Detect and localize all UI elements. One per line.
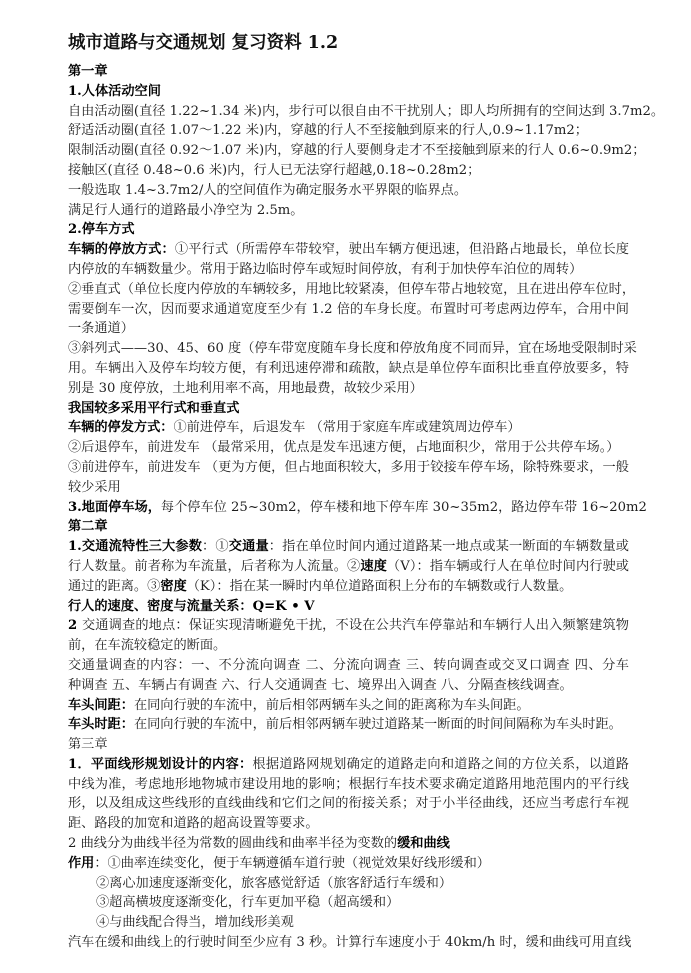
text-line	[68, 399, 629, 419]
text: 限制活动圈(直径 0.92～1.07 米)内，穿越的行人要侧身走才不至接触到原来的行人 0.6~0.9m2；	[68, 143, 646, 159]
text-line	[68, 794, 629, 814]
bold-text: 车辆的停发方式：	[68, 420, 174, 436]
text-line	[68, 379, 629, 399]
text: ①前进停车，后退发车 （常用于家庭车库或建筑周边停车）	[173, 420, 521, 436]
text-line	[68, 121, 629, 141]
bold-text: 2.停车方式	[68, 222, 135, 238]
text: （K）：指在某一瞬时内单位道路面积上分布的车辆数或行人数量。	[186, 578, 573, 594]
text: 较少采用	[68, 479, 121, 495]
text: 通过的距离。③	[68, 578, 161, 594]
text: 用。车辆出入及停车均较方便，有利迅速停滞和疏散，缺点是单位停车面积比垂直停放要多，特	[68, 360, 629, 376]
text: 种调查 五、车辆占有调查 六、行人交通调查 七、境界出入调查 八、分隔查核线调查。	[68, 677, 573, 693]
text-line	[68, 201, 629, 221]
text-line	[68, 636, 629, 656]
bold-text: 车头时距：	[68, 717, 134, 733]
document-body	[68, 62, 665, 953]
text-line	[68, 814, 629, 834]
text: 汽车在缓和曲线上的行驶时间至少应有 3 秒。计算行车速度小于 40km/h 时，缓和曲线可用直线	[68, 935, 632, 951]
bold-text: 1．平面线形规划设计的内容：	[68, 756, 253, 772]
text: （V）：指车辆或行人在单位时间内行驶或	[386, 558, 629, 574]
text: 内停放的车辆数量少。常用于路边临时停车或短时间停放，有利于加快停车泊位的周转）	[68, 261, 583, 277]
text: 需要倒车一次，因而要求通道宽度至少有 1.2 倍的车身长度。布置时可考虑两边停车，合用中间	[68, 301, 629, 317]
text: 自由活动圈(直径 1.22~1.34 米)内，步行可以很自由不干扰别人；即人均所拥有的空间达到 3.7m2。	[68, 103, 665, 119]
text-line	[68, 418, 629, 438]
text-line	[68, 735, 629, 755]
text: 交通调查的地点：保证实现清晰避免干扰，不设在公共汽车停靠站和车辆行人出入频繁建筑物	[81, 618, 629, 634]
bold-text: 车辆的停放方式：	[68, 242, 175, 258]
text-line	[68, 715, 629, 735]
text: ③斜列式——30、45、60 度（停车带宽度随车身长度和停放角度不同而异，宜在场地受限制时采	[68, 341, 637, 357]
bold-text: 1.交通流特性三大参数	[68, 539, 203, 555]
text-line	[68, 478, 629, 498]
text-line	[68, 319, 629, 339]
bold-text: 交通量	[228, 539, 269, 555]
text: ②垂直式（单位长度内停放的车辆较多，用地比较紧凑，但停车带占地较宽，且在进出停车位时，	[68, 281, 636, 297]
text: 距、路段的加宽和道路的超高设置等要求。	[68, 816, 319, 832]
text-line	[68, 537, 629, 557]
text: ④与曲线配合得当，增加线形美观	[96, 915, 294, 931]
text-line	[68, 438, 629, 458]
text: 交通量调查的内容：一、不分流向调查 二、分流向调查 三、转向调查或交叉口调查 四、分车	[68, 657, 629, 673]
text: 接触区(直径 0.48~0.6 米)内，行人已无法穿行超越,0.18~0.28m2；	[68, 162, 481, 178]
text: 满足行人通行的道路最小净空为 2.5m。	[68, 202, 304, 218]
text-line	[68, 82, 629, 102]
bold-text: 行人的速度、密度与流量关系：Q=K • V	[68, 598, 315, 614]
text: ③前进停车，前进发车 （更为方便，但占地面积较大，多用于铰接车停车场，除特殊要求，一般	[68, 459, 629, 475]
bold-text: 缓和曲线	[397, 836, 450, 852]
text: 一般选取 1.4~3.7m2/人的空间值作为确定服务水平界限的临界点。	[68, 182, 468, 198]
text: 别是 30 度停放，土地利用率不高，用地最费，故较少采用）	[68, 380, 423, 396]
text: ②后退停车，前进发车 （最常采用，优点是发车迅速方便，占地面积少，常用于公共停车场。）	[68, 440, 620, 456]
bold-text: 第一章	[68, 64, 108, 79]
text-line	[68, 161, 629, 181]
text-line	[68, 557, 629, 577]
text-line	[68, 913, 629, 933]
text: 第三章	[68, 737, 108, 753]
bold-text: 2	[68, 618, 82, 634]
text: 中线为准，考虑地形地物城市建设用地的影响；根据行车技术要求确定道路用地范围内的平行线	[68, 776, 629, 792]
text: 每个停车位 25~30m2，停车楼和地下停车库 30~35m2，路边停车带 16~20m2	[160, 499, 647, 515]
text-line	[68, 616, 629, 636]
text-line	[68, 696, 629, 716]
text-line	[68, 656, 629, 676]
text-line	[68, 359, 629, 379]
text-line	[68, 181, 629, 201]
text: 舒适活动圈(直径 1.07～1.22 米)内，穿越的行人不至接触到原来的行人,0.9~1.17m2；	[68, 123, 588, 139]
text: 前，在车流较稳定的断面。	[68, 638, 227, 654]
text-line	[68, 676, 629, 696]
text-line	[68, 893, 629, 913]
text-line	[68, 874, 629, 894]
bold-text: 1.人体活动空间	[68, 83, 161, 99]
text-line	[68, 517, 629, 537]
text: 在同向行驶的车流中，前后相邻两辆车驶过道路某一断面的时间间隔称为车头时距。	[133, 717, 622, 733]
text-line	[68, 300, 629, 320]
text-line	[68, 597, 629, 617]
text: ③超高横坡度逐渐变化，行车更加平稳（超高缓和）	[96, 895, 400, 911]
bold-text: 3.地面停车场，	[68, 499, 161, 515]
document-title: 城市道路与交通规划 复习资料 1.2	[68, 33, 339, 53]
bold-text: 车头间距：	[68, 697, 134, 713]
text-line	[68, 755, 629, 775]
text: 2 曲线分为曲线半径为常数的圆曲线和曲率半径为变数的	[68, 836, 398, 852]
text-line	[68, 577, 629, 597]
text-line	[68, 102, 665, 122]
text: ：①曲率连续变化，便于车辆遵循车道行驶（视觉效果好线形缓和）	[94, 855, 490, 871]
bold-text: 我国较多采用平行式和垂直式	[68, 400, 240, 416]
text: 在同向行驶的车流中，前后相邻两辆车头之间的距离称为车头间距。	[133, 697, 530, 713]
text: ②离心加速度逐渐变化，旅客感觉舒适（旅客舒适行车缓和）	[96, 875, 453, 891]
text-line	[68, 62, 629, 82]
text: 行人数量。前者称为车流量，后者称为人流量。②	[68, 558, 361, 574]
text: ：指在单位时间内通过道路某一地点或某一断面的车辆数量或	[268, 539, 629, 555]
text: ①平行式（所需停车带较窄，驶出车辆方便迅速，但沿路占地最长，单位长度	[174, 242, 629, 258]
text-line	[68, 280, 636, 300]
text: ：①	[202, 539, 229, 555]
bold-text: 密度	[160, 578, 187, 594]
text-line	[68, 834, 629, 854]
text: 形，以及组成这些线形的直线曲线和它们之间的衔接关系；对于小半径曲线，还应当考虑行车视	[68, 796, 629, 812]
text-line	[68, 933, 632, 953]
text: 一条通道）	[68, 321, 134, 337]
bold-text: 第二章	[68, 519, 108, 535]
text-line	[68, 775, 629, 795]
text-line	[68, 339, 637, 359]
text-line	[68, 260, 629, 280]
text-line	[68, 498, 647, 518]
text: 根据道路网规划确定的道路走向和道路之间的方位关系，以道路	[252, 756, 629, 772]
text-line	[68, 240, 629, 260]
text-line	[68, 141, 646, 161]
text-line	[68, 458, 629, 478]
bold-text: 作用	[68, 855, 95, 871]
bold-text: 速度	[360, 558, 387, 574]
text-line	[68, 854, 629, 874]
text-line	[68, 220, 629, 240]
